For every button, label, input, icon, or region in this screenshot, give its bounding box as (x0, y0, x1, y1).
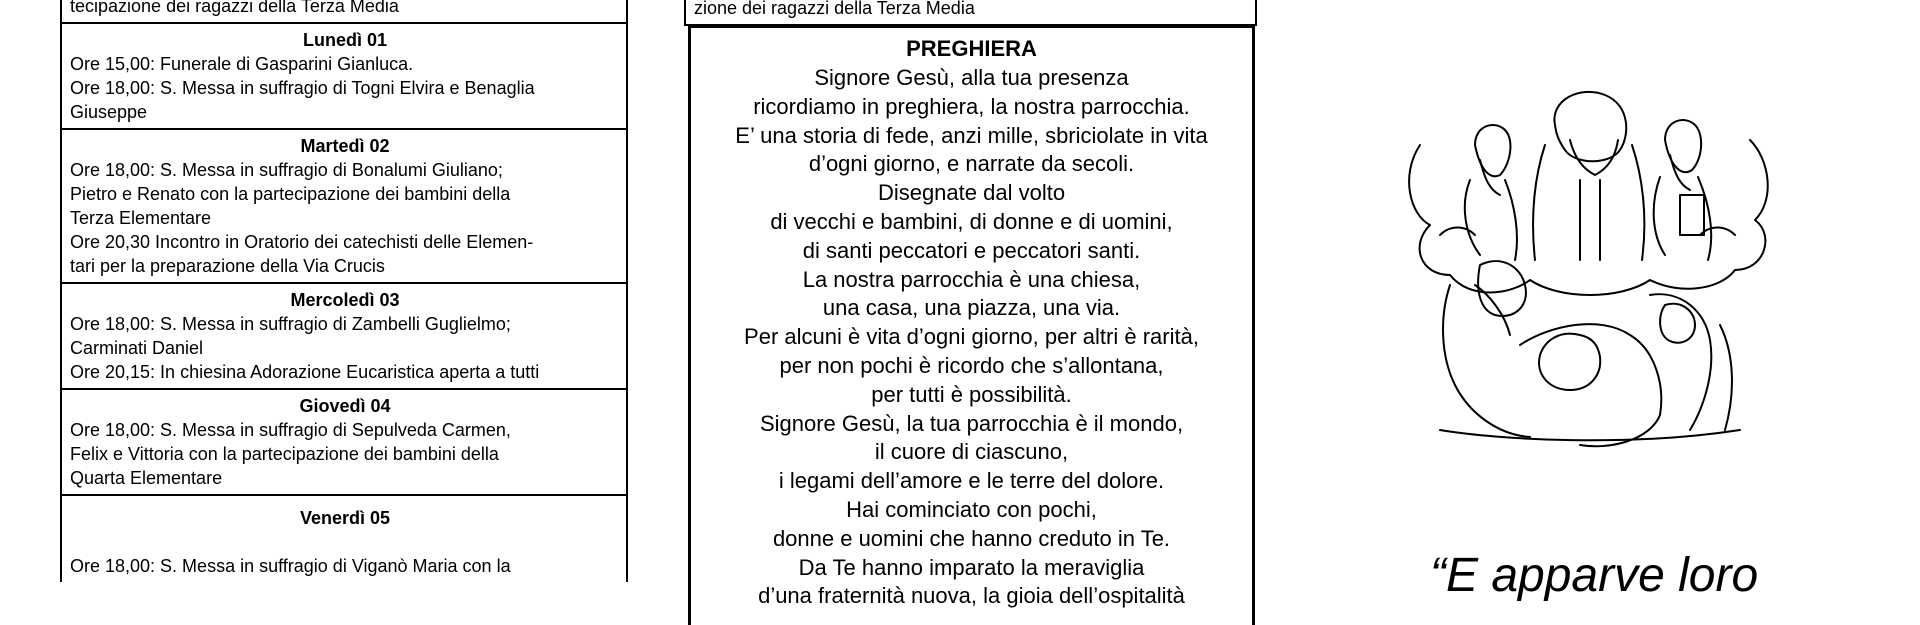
prayer-line: E’ una storia di fede, anzi mille, sbriciolate in vita (735, 122, 1208, 148)
prayer-line: i legami dell’amore e le terre del dolore. (778, 468, 1165, 494)
day-title: Venerdì 05 (299, 508, 391, 528)
transfiguration-illustration (1380, 85, 1800, 465)
schedule-fragment (62, 0, 626, 24)
day-title: Lunedì 01 (302, 30, 387, 50)
prayer-line: d’ogni giorno, e narrate da secoli. (808, 151, 1135, 177)
day-block-friday (62, 496, 626, 582)
day-block-wednesday (62, 284, 626, 390)
day-title: Giovedì 04 (299, 396, 391, 416)
prayer-line: per non pochi è ricordo che s’allontana, (779, 352, 1164, 378)
notice-fragment-text: zione dei ragazzi della Terza Media (694, 0, 975, 18)
day-line: Ore 15,00: Funerale di Gasparini Gianluca. (70, 54, 414, 74)
day-line: Ore 18,00: S. Messa in suffragio di Zambelli Guglielmo; (70, 314, 511, 334)
prayer-line: per tutti è possibilità. (871, 381, 1072, 407)
transfiguration-drawing-icon (1380, 85, 1800, 465)
prayer-line: Disegnate dal volto (877, 180, 1066, 206)
prayer-line: d’una fraternità nuova, la gioia dell’ospitalità (758, 583, 1185, 609)
prayer-title: PREGHIERA (906, 36, 1037, 61)
day-line: Ore 18,00: S. Messa in suffragio di Bonalumi Giuliano; (70, 160, 503, 180)
prayer-line: Signore Gesù, alla tua presenza (814, 65, 1129, 90)
weekly-schedule (60, 0, 628, 582)
day-line: Quarta Elementare (70, 468, 223, 488)
notice-fragment-box (684, 0, 1257, 26)
day-line: tari per la preparazione della Via Crucis (70, 256, 385, 276)
day-line: Ore 20,30 Incontro in Oratorio dei catechisti delle Elemen- (70, 232, 534, 252)
day-line: Ore 18,00: S. Messa in suffragio di Viganò Maria con la (70, 556, 511, 576)
day-line: Terza Elementare (70, 208, 212, 228)
day-line: Ore 18,00: S. Messa in suffragio di Togni Elvira e Benaglia (70, 78, 535, 98)
day-block-thursday (62, 390, 626, 496)
prayer-line: il cuore di ciascuno, (874, 439, 1069, 465)
prayer-line: ricordiamo in preghiera, la nostra parrocchia. (753, 93, 1190, 119)
prayer-line: Da Te hanno imparato la meraviglia (798, 554, 1145, 580)
prayer-line: donne e uomini che hanno creduto in Te. (772, 525, 1171, 551)
day-title: Martedì 02 (300, 136, 390, 156)
day-line: Carminati Daniel (70, 338, 204, 358)
scripture-quote-text: “E apparve loro (1430, 549, 1759, 602)
prayer-line: di santi peccatori e peccatori santi. (802, 237, 1141, 263)
day-block-tuesday (62, 130, 626, 284)
prayer-box (688, 25, 1255, 625)
prayer-line: La nostra parrocchia è una chiesa, (802, 266, 1141, 292)
day-line: Ore 20,15: In chiesina Adorazione Eucaristica aperta a tutti (70, 362, 540, 382)
prayer-line: Signore Gesù, la tua parrocchia è il mondo, (759, 410, 1184, 436)
day-line: Ore 18,00: S. Messa in suffragio di Sepulveda Carmen, (70, 420, 511, 440)
day-title: Mercoledì 03 (290, 290, 400, 310)
day-line: Pietro e Renato con la partecipazione dei bambini della (70, 184, 511, 204)
prayer-line: Hai cominciato con pochi, (846, 496, 1097, 522)
prayer-line: Per alcuni è vita d’ogni giorno, per altri è rarità, (744, 324, 1199, 350)
day-line: Giuseppe (70, 102, 148, 122)
prayer-line: di vecchi e bambini, di donne e di uomini, (770, 208, 1173, 234)
prayer-line: una casa, una piazza, una via. (822, 295, 1121, 321)
scripture-quote (1430, 548, 1850, 604)
day-line: Felix e Vittoria con la partecipazione dei bambini della (70, 444, 499, 464)
schedule-fragment-text: tecipazione dei ragazzi della Terza Media (70, 0, 399, 16)
day-block-monday (62, 24, 626, 130)
